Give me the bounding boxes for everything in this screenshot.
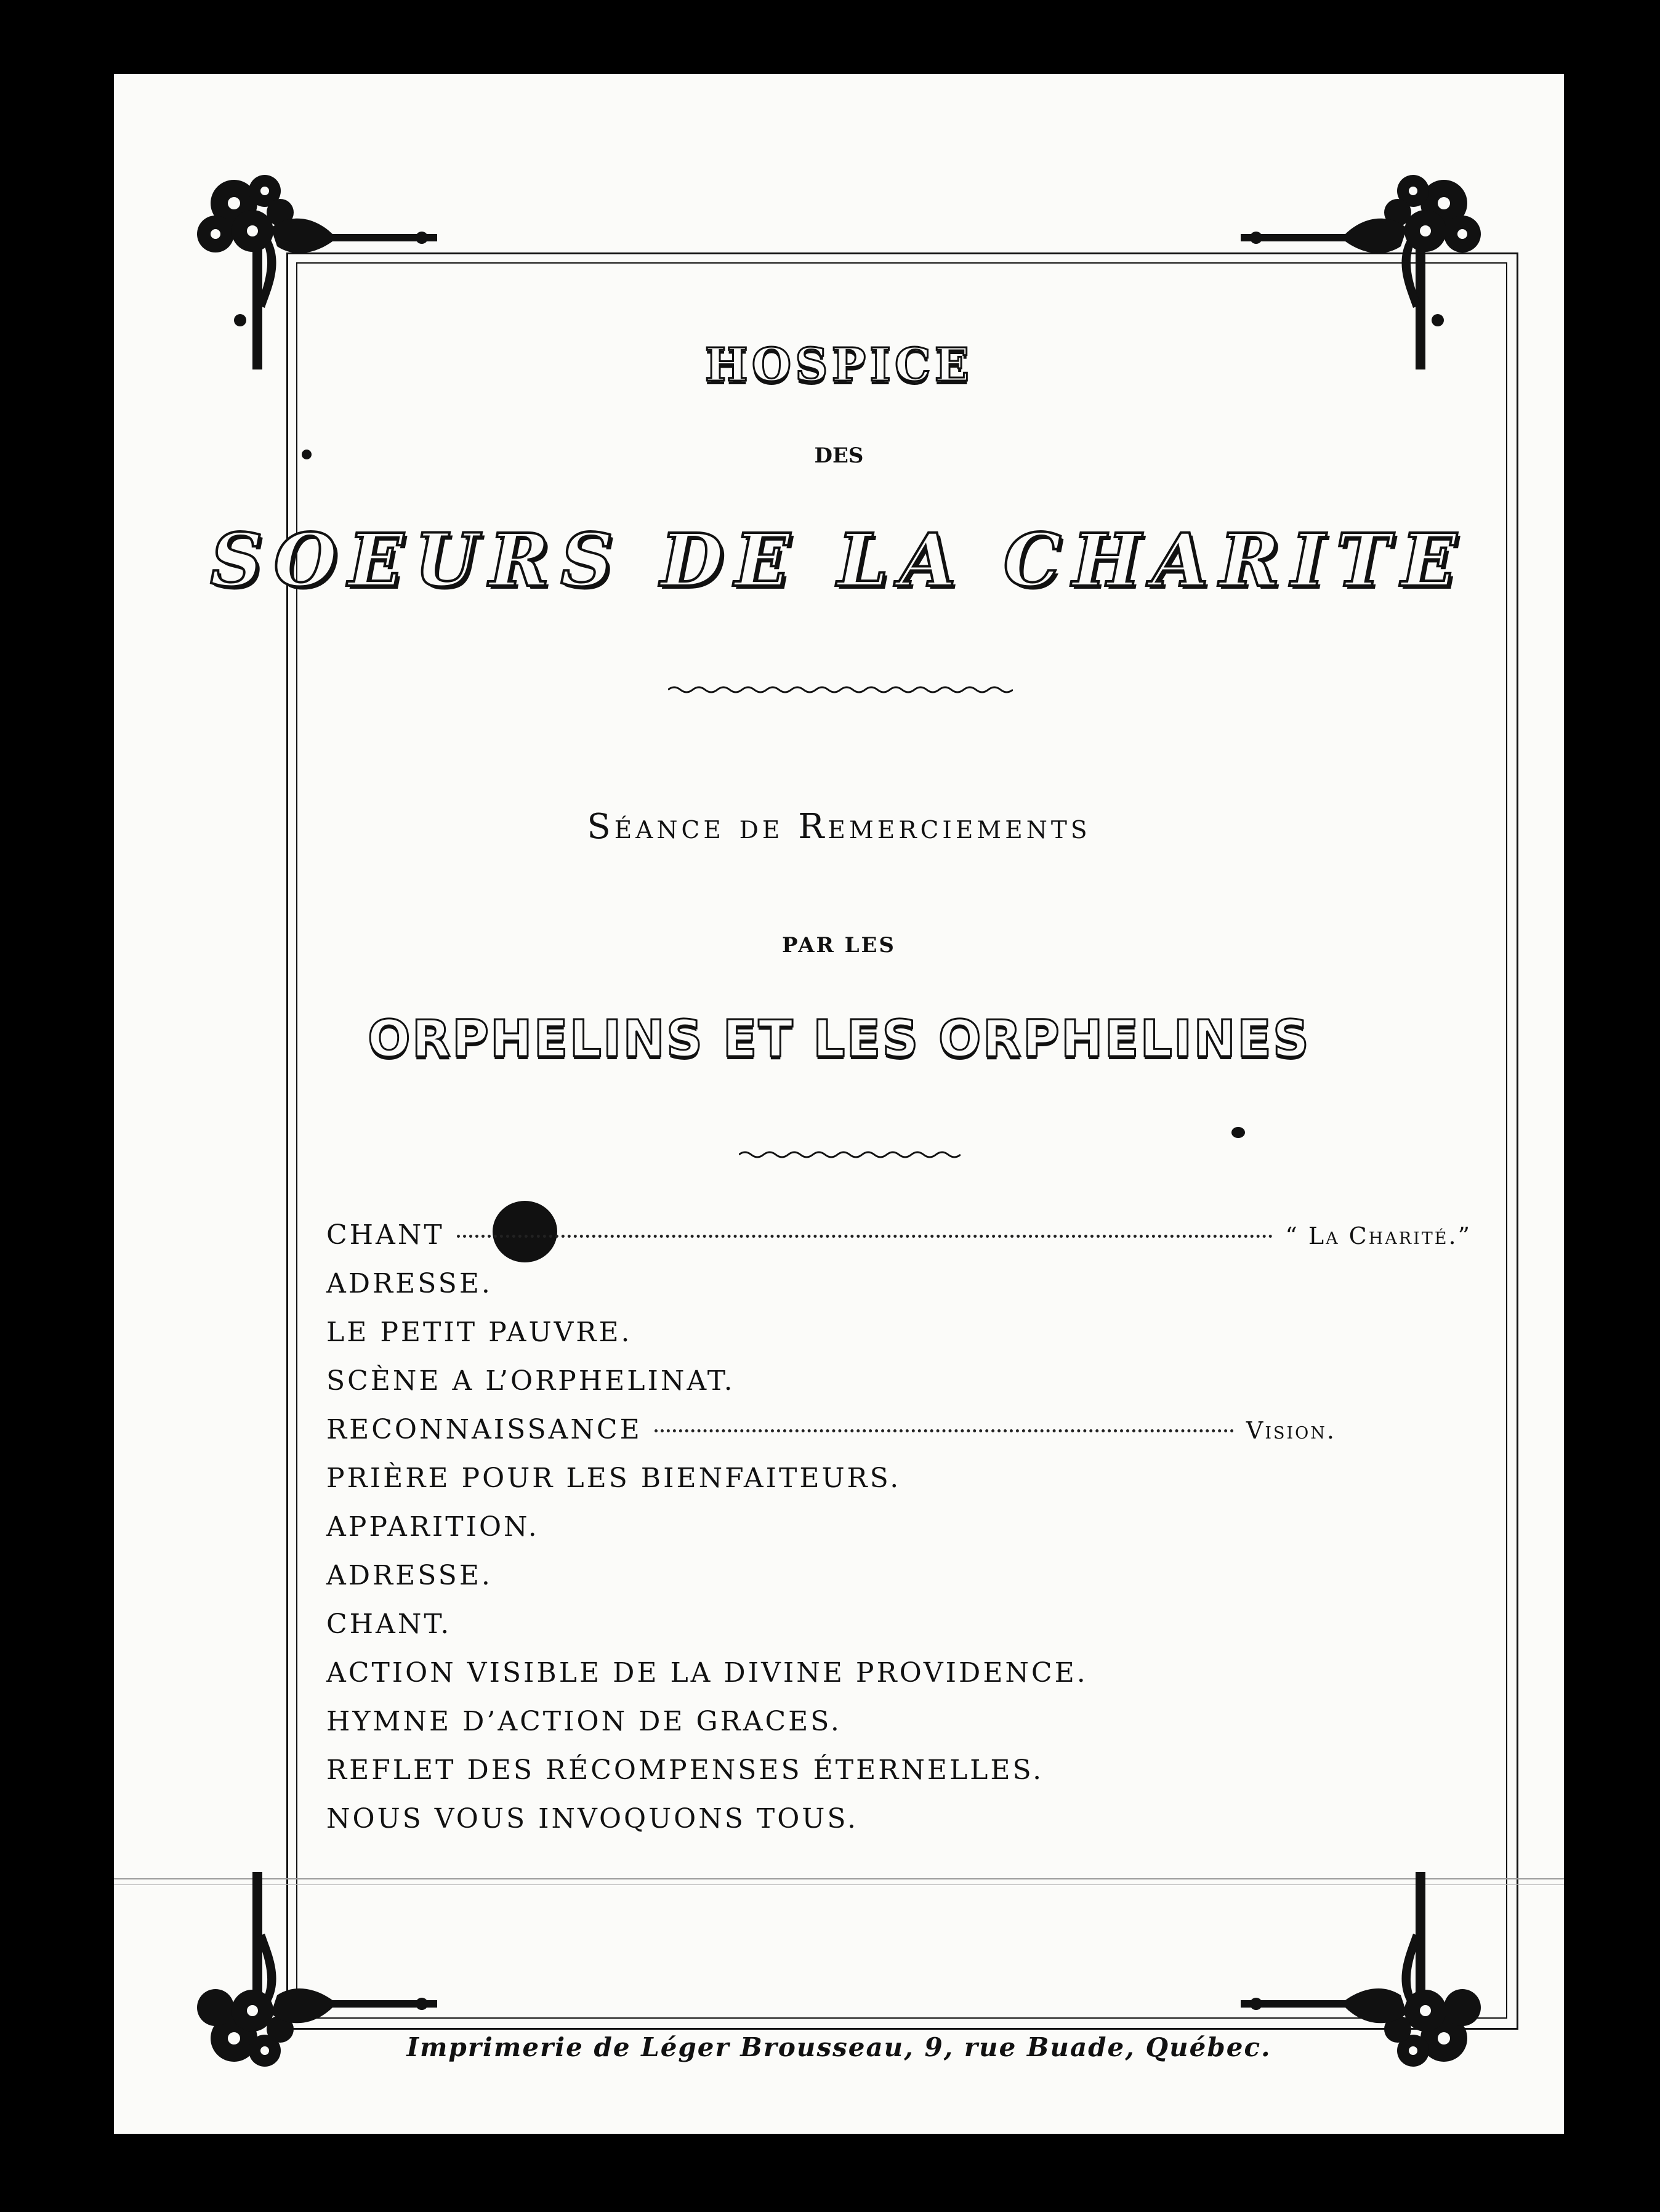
program-item: [326, 1609, 1472, 1657]
program-item: [326, 1268, 1472, 1317]
program-item: [326, 1511, 1472, 1560]
dot-leader: [655, 1429, 1234, 1432]
program-item-title: REFLET DES RÉCOMPENSES ÉTERNELLES.: [326, 1754, 1044, 1786]
program-item-title: APPARITION.: [326, 1511, 539, 1543]
program-item-note: Vision.: [1246, 1417, 1336, 1444]
program-item: [326, 1803, 1472, 1852]
program-item: [326, 1414, 1472, 1463]
program-item: [326, 1560, 1472, 1609]
event-par-les: PAR LES: [782, 933, 896, 958]
program-list: [326, 1219, 1472, 1852]
program-item-title: ACTION VISIBLE DE LA DIVINE PROVIDENCE.: [326, 1657, 1088, 1689]
program-item: [326, 1754, 1472, 1803]
program-item: [326, 1463, 1472, 1511]
program-item-note: “ La Charité.”: [1285, 1222, 1472, 1249]
program-item-title: HYMNE D’ACTION DE GRACES.: [326, 1706, 842, 1737]
program-sheet: [114, 74, 1564, 2134]
heading-hospice: HOSPICE: [704, 339, 973, 392]
program-item-title: LE PETIT PAUVRE.: [326, 1317, 632, 1348]
ink-speck: [1231, 1127, 1245, 1138]
program-item: [326, 1657, 1472, 1706]
program-item: [326, 1365, 1472, 1414]
event-title: Séance de Remerciements: [587, 807, 1091, 847]
ink-speck: [302, 450, 312, 459]
printer-imprint: Imprimerie de Léger Brousseau, 9, rue Buade, Québec.: [406, 2032, 1271, 2062]
program-item-title: ADRESSE.: [326, 1560, 493, 1591]
program-item-title: CHANT: [326, 1219, 445, 1251]
heading-institution: SOEURS DE LA CHARITE: [210, 517, 1468, 603]
program-item: [326, 1317, 1472, 1365]
program-item-title: ADRESSE.: [326, 1268, 493, 1299]
program-item-title: PRIÈRE POUR LES BIENFAITEURS.: [326, 1463, 901, 1494]
dot-leader: [457, 1235, 1273, 1238]
program-item-title: NOUS VOUS INVOQUONS TOUS.: [326, 1803, 858, 1835]
flourish-divider: [739, 1148, 961, 1161]
program-item: [326, 1219, 1472, 1268]
heading-des: DES: [814, 443, 864, 468]
program-item-title: CHANT.: [326, 1609, 452, 1640]
event-performers: ORPHELINS ET LES ORPHELINES: [367, 1010, 1310, 1068]
flourish-divider: [668, 684, 1013, 696]
program-item-title: SCÈNE A L’ORPHELINAT.: [326, 1365, 735, 1397]
program-item: [326, 1706, 1472, 1754]
program-item-title: RECONNAISSANCE: [326, 1414, 642, 1445]
